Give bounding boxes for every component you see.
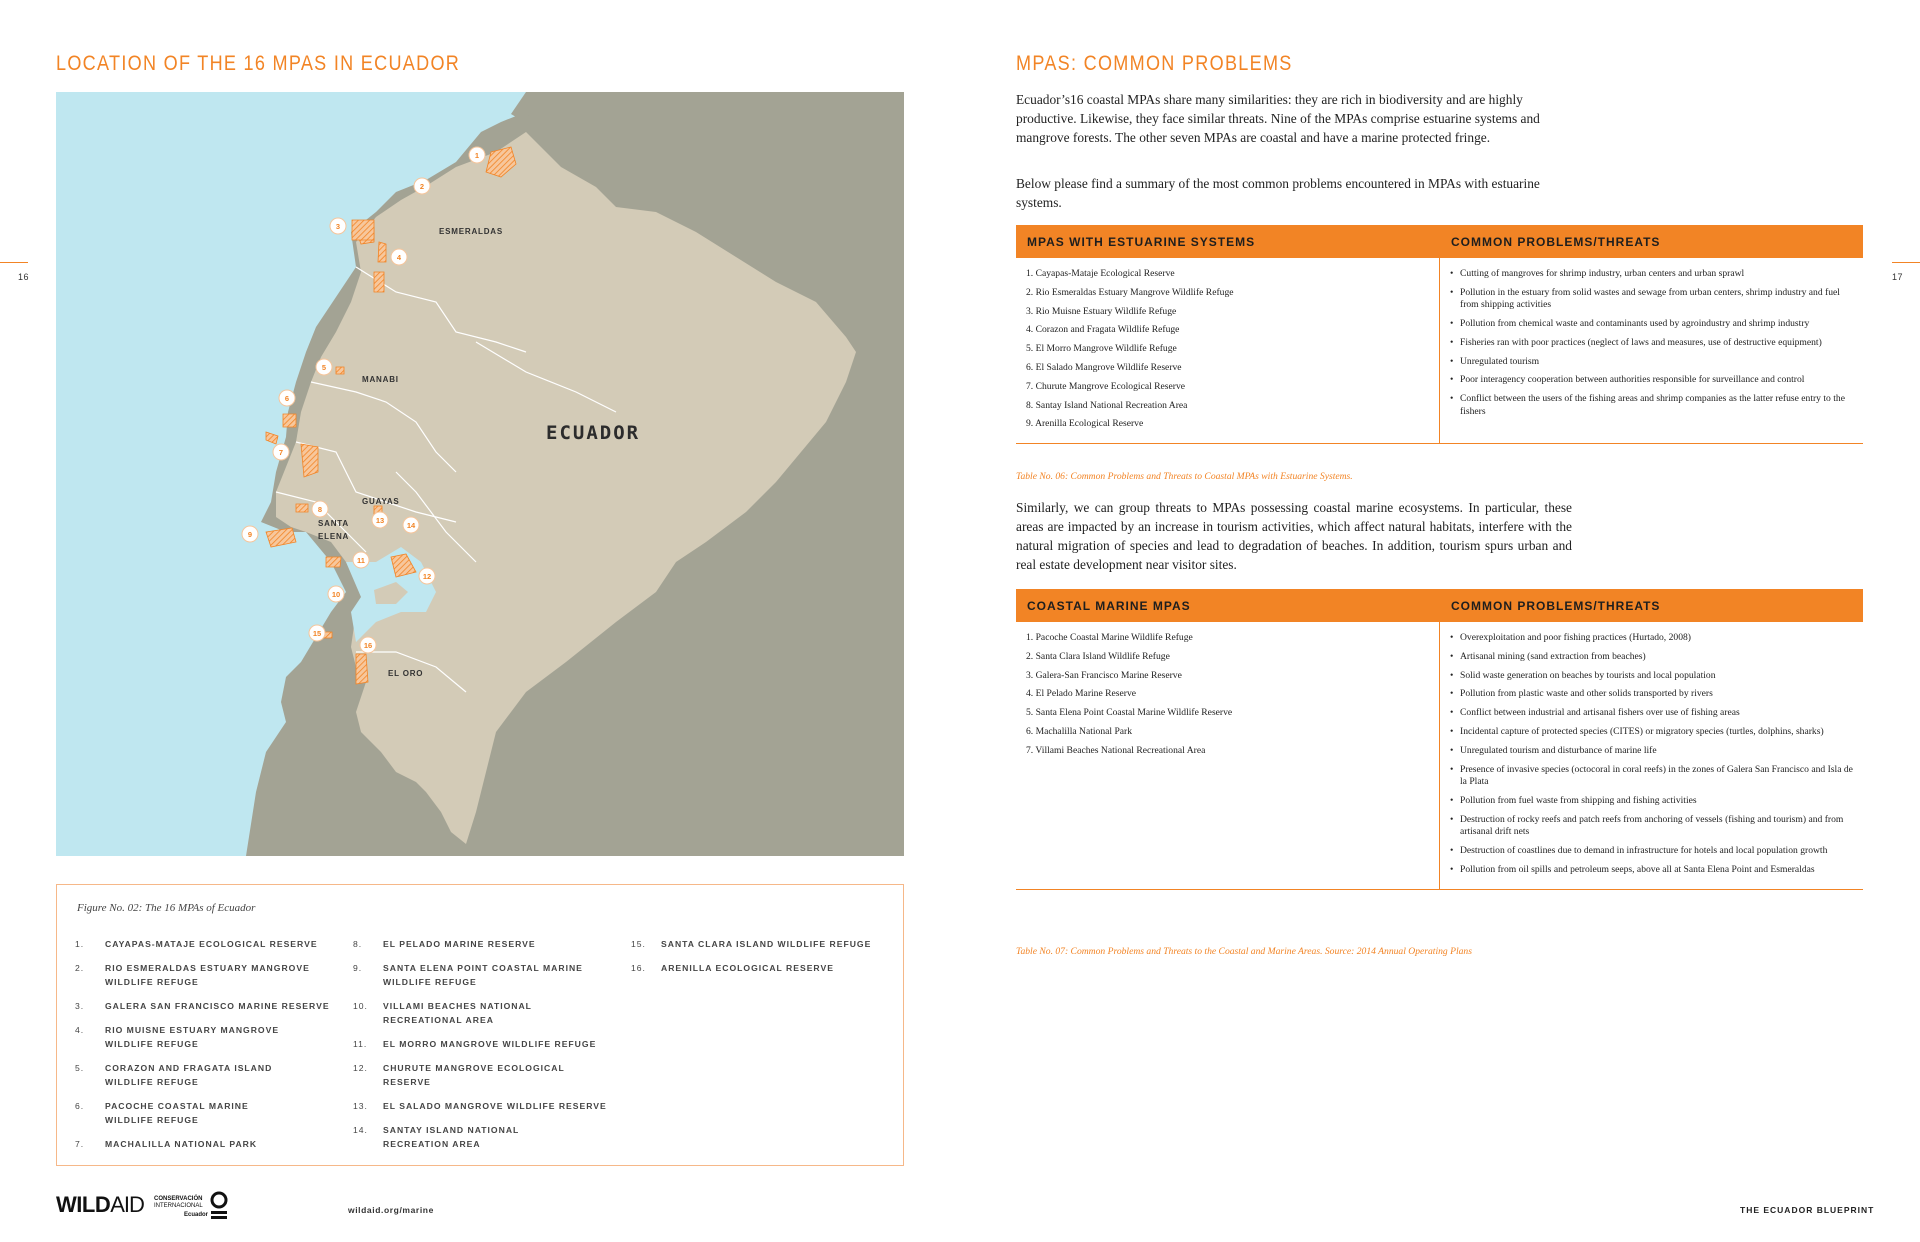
table-row: 1. Pacoche Coastal Marine Wildlife Refuge: [1026, 632, 1193, 643]
legend-item-name: CORAZON AND FRAGATA ISLAND WILDLIFE REFUGE: [105, 1063, 273, 1087]
figure-caption: Figure No. 02: The 16 MPAs of Ecuador: [77, 902, 256, 914]
estuarine-table-body: [1016, 258, 1863, 444]
estuarine-header-left: MPAS WITH ESTUARINE SYSTEMS: [1027, 234, 1256, 249]
legend-item: [353, 1099, 613, 1113]
legend-item-name: PACOCHE COASTAL MARINE WILDLIFE REFUGE: [105, 1101, 249, 1125]
legend-item-num: 13.: [353, 1101, 368, 1111]
marker-5-label: 5: [321, 363, 327, 372]
marker-11: [353, 552, 369, 568]
marker-5: [316, 359, 332, 375]
table-row: 4. Corazon and Fragata Wildlife Refuge: [1026, 324, 1180, 336]
threat-item: • Conflict between industrial and artisanal fishers over use of fishing areas: [1450, 707, 1855, 720]
estuarine-table: [1016, 225, 1863, 444]
marker-13-label: 13: [375, 516, 385, 525]
marker-15-label: 15: [312, 629, 322, 638]
marker-15: [309, 625, 325, 641]
coastal-threat-list: [1440, 622, 1863, 889]
legend-item-name: GALERA SAN FRANCISCO MARINE RESERVE: [105, 1001, 330, 1011]
table-row: 7. Churute Mangrove Ecological Reserve: [1026, 380, 1186, 392]
legend-item-num: 11.: [353, 1039, 368, 1049]
threat-item: • Pollution from plastic waste and other solids transported by rivers: [1450, 688, 1855, 701]
threat-item: • Pollution in the estuary from solid wastes and sewage from urban centers, shrimp industry and fuel from shipping activities: [1450, 287, 1855, 312]
marker-8-label: 8: [317, 505, 323, 514]
legend-item-num: 2.: [75, 963, 85, 973]
marker-14-label: 14: [406, 521, 416, 530]
threat-item: • Unregulated tourism and disturbance of marine life: [1450, 745, 1855, 758]
threat-item: • Conflict between the users of the fishing areas and shrimp companies as the latter refuse entry to the fishers: [1450, 393, 1855, 418]
coastal-header-right: COMMON PROBLEMS/THREATS: [1451, 598, 1661, 613]
page-tick-right: [1892, 262, 1920, 263]
estuarine-header-right: COMMON PROBLEMS/THREATS: [1451, 234, 1661, 249]
legend-item-name: SANTAY ISLAND NATIONAL RECREATION AREA: [383, 1125, 520, 1149]
legend-item-num: 14.: [353, 1125, 368, 1135]
legend-item-num: 1.: [75, 939, 85, 949]
threat-item: • Cutting of mangroves for shrimp industry, urban centers and urban sprawl: [1450, 268, 1855, 281]
marker-16-label: 16: [363, 641, 373, 650]
marker-6-label: 6: [284, 394, 290, 403]
ci-line-3: Ecuador: [184, 1212, 209, 1218]
ci-line-1: CONSERVACIÓN: [154, 1196, 203, 1202]
legend-item: [631, 961, 891, 975]
threat-item: • Solid waste generation on beaches by tourists and local population: [1450, 670, 1855, 683]
table-row: 1. Cayapas-Mataje Ecological Reserve: [1026, 268, 1175, 279]
estuarine-threat-list: [1440, 258, 1863, 443]
legend-column-1: [75, 937, 335, 1161]
table-row: 2. Rio Esmeraldas Estuary Mangrove Wildlife Refuge: [1026, 286, 1234, 298]
legend-item: [353, 961, 613, 989]
map-label-el-oro: EL ORO: [388, 669, 424, 678]
legend-item-num: 8.: [353, 939, 363, 949]
legend-item-num: 3.: [75, 1001, 85, 1011]
legend-item: [353, 999, 613, 1027]
legend-item-name: MACHALILLA NATIONAL PARK: [105, 1139, 258, 1149]
legend-item-num: 9.: [353, 963, 363, 973]
conservacion-internacional-logo: [154, 1190, 234, 1220]
marker-9-label: 9: [247, 530, 253, 539]
marker-2: [414, 178, 430, 194]
legend-item-name: EL PELADO MARINE RESERVE: [383, 939, 536, 949]
marker-1-label: 1: [474, 151, 480, 160]
table-row: 2. Santa Clara Island Wildlife Refuge: [1026, 650, 1170, 662]
map-label-manabi: MANABI: [362, 375, 399, 384]
legend-item: [75, 1023, 335, 1051]
coastal-table: [1016, 589, 1863, 890]
legend-item: [75, 937, 335, 951]
legend-item: [631, 937, 891, 951]
marker-8: [312, 501, 328, 517]
threat-item: • Pollution from fuel waste from shipping and fishing activities: [1450, 795, 1855, 808]
marker-12-label: 12: [422, 572, 432, 581]
legend-item-name: CHURUTE MANGROVE ECOLOGICAL RESERVE: [383, 1063, 565, 1087]
legend-item-num: 7.: [75, 1139, 85, 1149]
legend-item-num: 6.: [75, 1101, 85, 1111]
marker-13: [372, 512, 388, 528]
marker-1: [469, 147, 485, 163]
marker-16: [360, 637, 376, 653]
legend-item: [353, 1037, 613, 1051]
legend-item: [75, 961, 335, 989]
marker-4-label: 4: [396, 253, 402, 262]
map-country-label: ECUADOR: [546, 422, 641, 444]
ecuador-map: [56, 92, 904, 856]
table-6-caption: Table No. 06: Common Problems and Threats to Coastal MPAs with Estuarine Systems.: [1016, 471, 1353, 482]
wildaid-logo-light: AID: [110, 1192, 144, 1217]
legend-column-3: [631, 937, 891, 985]
map-label-elena: ELENA: [318, 532, 350, 541]
map-label-guayas: GUAYAS: [362, 497, 400, 506]
table-row: 9. Arenilla Ecological Reserve: [1026, 418, 1144, 430]
threat-item: • Overexploitation and poor fishing practices (Hurtado, 2008): [1450, 632, 1855, 645]
legend-item-num: 16.: [631, 963, 646, 973]
table-row: 8. Santay Island National Recreation Area: [1026, 399, 1188, 411]
table-row: 6. El Salado Mangrove Wildlife Reserve: [1026, 361, 1182, 373]
marker-10-label: 10: [331, 590, 341, 599]
legend-item: [75, 1061, 335, 1089]
left-page-title: LOCATION OF THE 16 MPAS IN ECUADOR: [56, 52, 461, 75]
table-row: 3. Rio Muisne Estuary Wildlife Refuge: [1026, 305, 1177, 317]
legend-item-name: ARENILLA ECOLOGICAL RESERVE: [661, 963, 834, 973]
map-label-esmeraldas: ESMERALDAS: [439, 227, 504, 236]
coastal-header-left: COASTAL MARINE MPAS: [1027, 598, 1191, 613]
marker-14: [403, 517, 419, 533]
legend-item: [353, 1061, 613, 1089]
threat-item: • Pollution from oil spills and petroleum seeps, above all at Santa Elena Point and Esmeraldas: [1450, 864, 1855, 877]
legend-item-name: VILLAMI BEACHES NATIONAL RECREATIONAL AREA: [383, 1001, 532, 1025]
middle-paragraph: Similarly, we can group threats to MPAs possessing coastal marine ecosystems. In particular, these areas are impacted by an increase in tourism activities, which affect natural habitats, interfere with the natural migration of species and lead to degradation of beaches. In addition, tourism spurs urban and real estate development near visitor sites.: [1016, 500, 1572, 572]
legend-item-name: SANTA ELENA POINT COASTAL MARINE WILDLIFE REFUGE: [383, 963, 583, 987]
map-label-santa: SANTA: [318, 519, 349, 528]
estuarine-table-header: [1016, 225, 1863, 258]
legend-item-num: 15.: [631, 939, 646, 949]
footer-url[interactable]: wildaid.org/marine: [348, 1205, 434, 1215]
marker-7-label: 7: [278, 448, 284, 457]
legend-item-name: CAYAPAS-MATAJE ECOLOGICAL RESERVE: [105, 939, 318, 949]
marker-11-label: 11: [357, 556, 365, 565]
table-7-caption: Table No. 07: Common Problems and Threats to the Coastal and Marine Areas. Source: 2014 Annual Operating Plans: [1016, 946, 1472, 957]
legend-item: [353, 1123, 613, 1151]
marker-7: [273, 444, 289, 460]
marker-6: [279, 390, 295, 406]
legend-item-name: RIO MUISNE ESTUARY MANGROVE WILDLIFE REFUGE: [105, 1025, 280, 1049]
threat-item: • Destruction of coastlines due to demand in infrastructure for hotels and local population growth: [1450, 845, 1855, 858]
legend-item-num: 10.: [353, 1001, 368, 1011]
coastal-table-body: [1016, 622, 1863, 890]
legend-item: [75, 1099, 335, 1127]
legend-column-2: [353, 937, 613, 1161]
threat-item: • Fisheries ran with poor practices (neglect of laws and measures, use of destructive equipment): [1450, 337, 1855, 350]
legend-item: [75, 999, 335, 1013]
right-page-title: MPAS: COMMON PROBLEMS: [1016, 52, 1293, 75]
wildaid-logo-bold: WILD: [56, 1192, 111, 1217]
legend-item: [75, 1137, 335, 1151]
table-row: 4. El Pelado Marine Reserve: [1026, 688, 1137, 700]
ci-symbol-icon: [210, 1190, 228, 1220]
marker-3: [330, 218, 346, 234]
ci-line-2: INTERNACIONAL: [154, 1203, 203, 1209]
wildaid-logo: [56, 1192, 144, 1218]
marker-10: [328, 586, 344, 602]
map-svg: [56, 92, 904, 856]
threat-item: • Destruction of rocky reefs and patch reefs from anchoring of vessels (fishing and tourism) and from artisanal drift nets: [1450, 814, 1855, 839]
coastal-mpa-list: [1016, 622, 1440, 889]
marker-12: [419, 568, 435, 584]
legend-item: [353, 937, 613, 951]
threat-item: • Unregulated tourism: [1450, 356, 1855, 369]
map-legend: [56, 884, 904, 1166]
page-tick-left: [0, 262, 28, 263]
legend-item-num: 5.: [75, 1063, 85, 1073]
intro-paragraph-1: Ecuador’s16 coastal MPAs share many similarities: they are rich in biodiversity and are highly productive. Likewise, they face similar threats. Nine of the MPAs comprise estuarine systems and mangrove forests. The other seven MPAs are coastal and have a marine protected fringe.: [1016, 92, 1540, 145]
marker-3-label: 3: [335, 222, 341, 231]
intro-paragraph-2: Below please find a summary of the most common problems encountered in MPAs with estuarine systems.: [1016, 176, 1540, 210]
marker-4: [391, 249, 407, 265]
page-number-left: 16: [18, 272, 30, 282]
page-number-right: 17: [1892, 272, 1904, 282]
legend-item-num: 12.: [353, 1063, 368, 1073]
estuarine-mpa-list: [1016, 258, 1440, 443]
table-row: 5. Santa Elena Point Coastal Marine Wildlife Reserve: [1026, 707, 1233, 719]
threat-item: • Incidental capture of protected species (CITES) or migratory species (turtles, dolphins, sharks): [1450, 726, 1855, 739]
threat-item: • Presence of invasive species (octocoral in coral reefs) in the zones of Galera San Francisco and Isla de la Plata: [1450, 764, 1855, 789]
legend-item-num: 4.: [75, 1025, 85, 1035]
legend-item-name: RIO ESMERALDAS ESTUARY MANGROVE WILDLIFE REFUGE: [105, 963, 310, 987]
threat-item: • Pollution from chemical waste and contaminants used by agroindustry and shrimp industry: [1450, 318, 1855, 331]
table-row: 7. Villami Beaches National Recreational Area: [1026, 744, 1206, 756]
legend-item-name: SANTA CLARA ISLAND WILDLIFE REFUGE: [661, 939, 872, 949]
table-row: 5. El Morro Mangrove Wildlife Refuge: [1026, 343, 1177, 355]
marker-9: [242, 526, 258, 542]
threat-item: • Artisanal mining (sand extraction from beaches): [1450, 651, 1855, 664]
publication-name: THE ECUADOR BLUEPRINT: [1740, 1205, 1875, 1215]
table-row: 6. Machalilla National Park: [1026, 725, 1133, 737]
marker-2-label: 2: [419, 182, 425, 191]
table-row: 3. Galera-San Francisco Marine Reserve: [1026, 669, 1182, 681]
threat-item: • Poor interagency cooperation between authorities responsible for surveillance and control: [1450, 374, 1855, 387]
legend-item-name: EL MORRO MANGROVE WILDLIFE REFUGE: [383, 1039, 597, 1049]
coastal-table-header: [1016, 589, 1863, 622]
legend-item-name: EL SALADO MANGROVE WILDLIFE RESERVE: [383, 1101, 607, 1111]
